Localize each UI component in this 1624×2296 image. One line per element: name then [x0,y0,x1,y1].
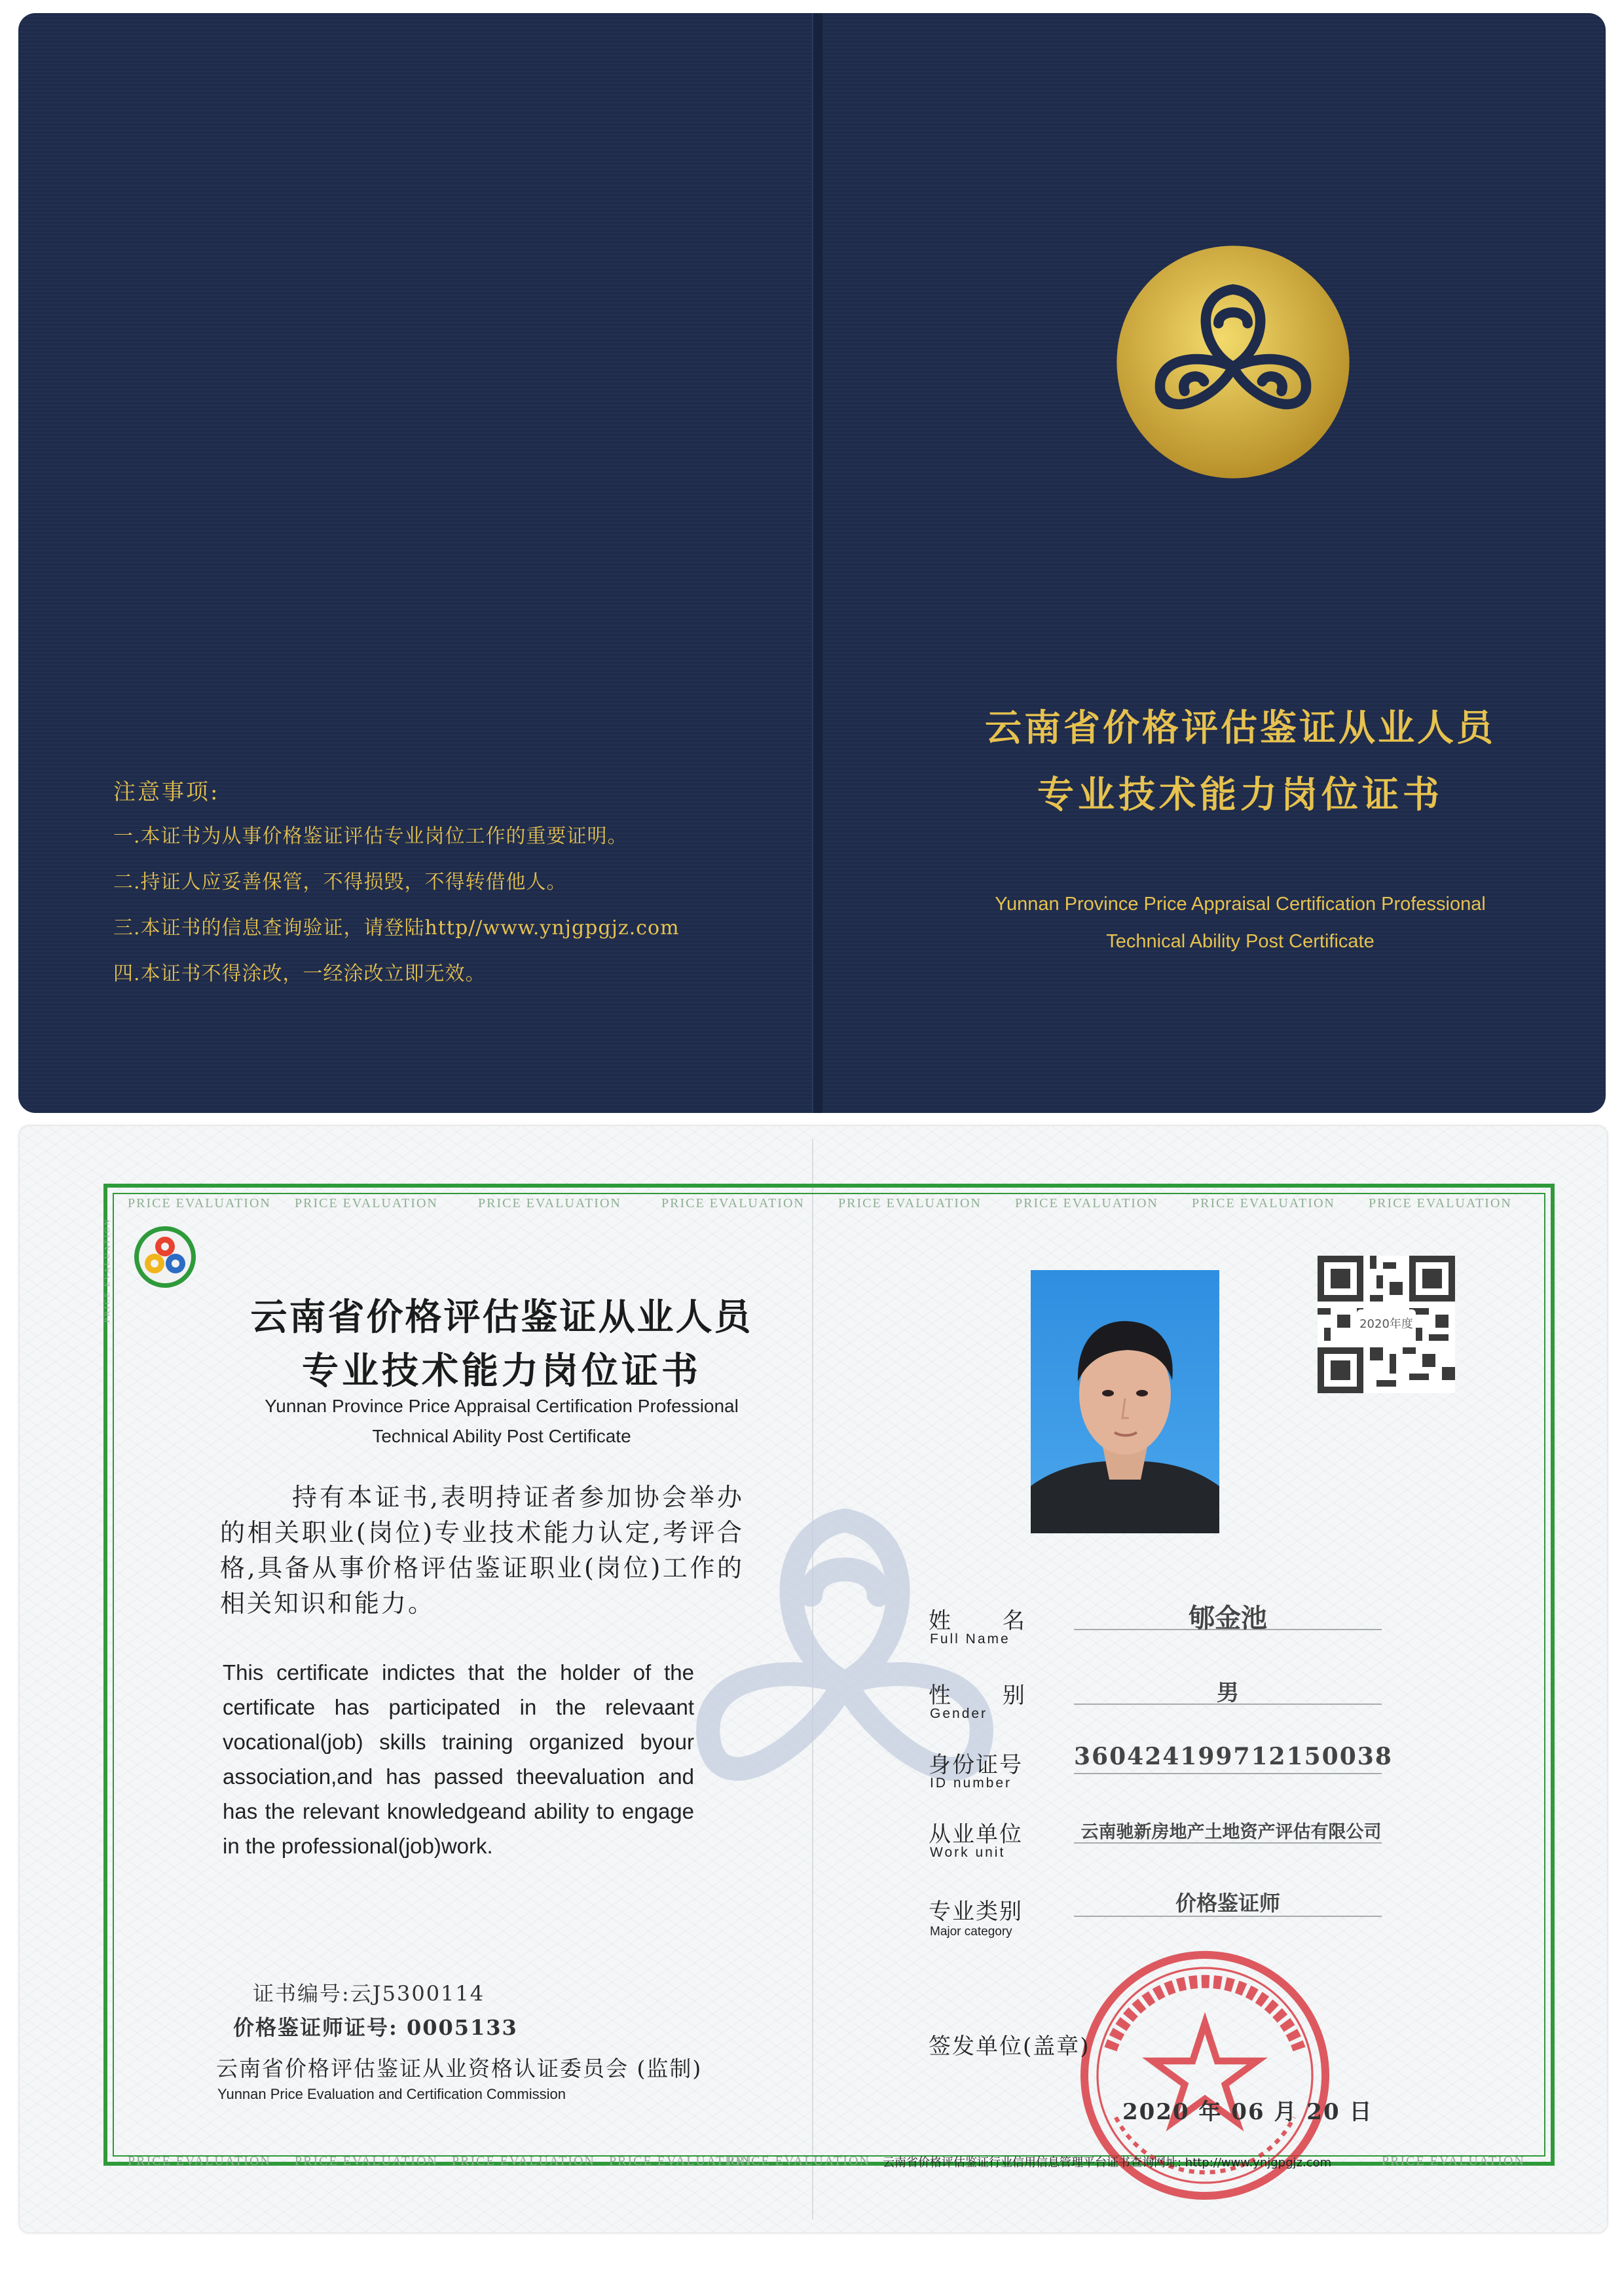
qr-year-label: 2020年度 [1357,1309,1416,1339]
holder-photo [1031,1270,1219,1533]
field-label-text: 姓 名 [929,1608,1026,1634]
field-label-major [929,1893,1023,1925]
band-text: PRICE EVALUATION [727,2154,870,2168]
holder-portrait-icon [1031,1270,1219,1533]
band-text: PRICE EVALUATION [128,1196,271,1211]
band-text: PRICE EVALUATION [478,1196,621,1211]
issuer-label: 签发单位(盖章) [929,2033,1090,2060]
field-label-text: 从业单位 [929,1821,1023,1848]
issue-date: 2020 年 06 月 20 日 [1122,2099,1373,2125]
field-sublabel-name: Full Name [930,1631,1010,1647]
band-text: PRICE EVALUATION [661,1196,805,1211]
certificate-cover [18,13,1606,1113]
certificate-number: 证书编号:云J5300114 [253,1981,485,2006]
field-sublabel-id: ID number [930,1776,1012,1791]
band-text: PRICE EVALUATION [295,2154,438,2168]
cover-title-line1: 云南省价格评估鉴证从业人员 [985,707,1496,750]
notice-item: 一.本证书为从事价格鉴证评估专业岗位工作的重要证明。 [113,825,628,848]
field-label-id [929,1747,1023,1779]
query-url: 云南省价格评估鉴证行业信用信息管理平台证书查询网址: http://www.ynjgpgjz.com [883,2156,1332,2170]
field-label-gender [929,1677,1026,1709]
description-en: This certificate indictes that the holder of the certificate has participated in the relevaant vocational(job) skills training organized byour association,and has passed theevaluation and has the relevant knowledgeand ability to engage in the professional(job)work. [223,1660,694,1858]
field-label-name [929,1603,1026,1635]
field-value-work-unit: 云南驰新房地产土地资产评估有限公司 [1080,1822,1382,1842]
committee-name: 云南省价格评估鉴证从业资格认证委员会 (监制) [216,2056,703,2081]
notice-item: 二.持证人应妥善保管，不得损毁，不得转借他人。 [113,871,567,894]
description-cn: 持有本证书,表明持证者参加协会举办的相关职业(岗位)专业技术能力认定,考评合格,具备从事价格评估鉴证职业(岗位)工作的相关知识和能力。 [220,1483,744,1618]
notice-item: 四.本证书不得涂改，一经涂改立即无效。 [113,962,486,985]
certificate-inner-page [20,1126,1607,2232]
band-text: PRICE EVALUATION [609,2154,752,2168]
qr-code [1318,1256,1455,1393]
band-text: PRICE EVALUATION [452,2154,595,2168]
band-text: PRICE EVALUATION [295,1196,438,1211]
field-value-name: 郇金池 [1189,1603,1267,1633]
band-text: PRICE EVALUATION [1382,2154,1525,2168]
notice-title: 注意事项: [113,779,220,805]
notice-item: 三.本证书的信息查询验证，请登陆http//www.ynjgpgjz.com [113,917,680,939]
cover-title-en-line1: Yunnan Province Price Appraisal Certification Professional [995,894,1486,915]
band-text: PRICE EVALUATION [838,1196,982,1211]
band-text: PRICE EVALUATION [128,2154,271,2168]
band-text: PRICE EVALUATION [1369,1196,1512,1211]
committee-name-en: Yunnan Price Evaluation and Certification Commission [217,2086,566,2102]
field-value-id: 360424199712150038 [1074,1743,1393,1770]
inner-title-en-line1: Yunnan Province Price Appraisal Certification Professional [265,1396,739,1416]
cover-spine [812,13,822,1113]
field-label-text: 专业类别 [929,1899,1023,1925]
field-sublabel-work-unit: Work unit [930,1845,1006,1860]
field-label-text: 身份证号 [929,1752,1023,1778]
field-value-gender: 男 [1217,1680,1239,1706]
inner-title-line2: 专业技术能力岗位证书 [302,1349,701,1393]
band-text: PRICE EVALUATION [102,1218,111,1323]
band-text: PRICE EVALUATION [1015,1196,1158,1211]
field-label-text: 性 别 [929,1683,1026,1709]
field-underline [1074,1773,1382,1774]
field-sublabel-major: Major category [930,1925,1012,1939]
side-band-left [103,1205,113,2147]
band-text: PRICE EVALUATION [1192,1196,1335,1211]
field-value-major: 价格鉴证师 [1175,1891,1280,1916]
inner-title-line1: 云南省价格评估鉴证从业人员 [250,1296,753,1339]
field-label-work-unit [929,1816,1023,1848]
cover-title-en-line2: Technical Ability Post Certificate [1106,931,1375,952]
small-emblem-icon [132,1224,198,1290]
trefoil-emblem-icon [1112,241,1354,483]
field-sublabel-gender: Gender [930,1706,988,1721]
cover-title-line2: 专业技术能力岗位证书 [1037,774,1443,816]
inner-title-en-line2: Technical Ability Post Certificate [372,1426,631,1446]
appraiser-number: 价格鉴证师证号: 0005133 [233,2015,518,2040]
